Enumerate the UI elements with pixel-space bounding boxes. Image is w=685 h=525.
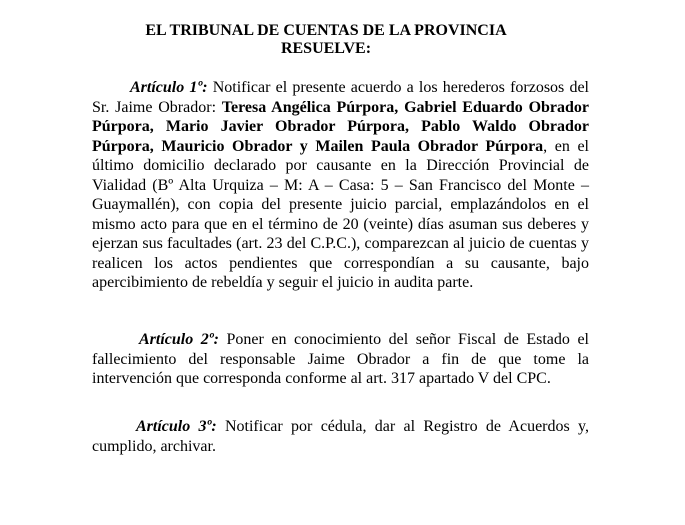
article-1-label: Artículo 1º: bbox=[130, 79, 208, 96]
article-3-label: Artículo 3º: bbox=[136, 418, 217, 435]
article-2-paragraph bbox=[92, 330, 589, 389]
article-1-text-body: , en el último domicilio declarado por causante en la Dirección Provincial de Vialidad (Bº Alta Urquiza – M: A – Casa: 5 – San Francisco del Monte – Guaymallén), con copia del presente juicio parcial, emplazándolos en el mismo acto para que en el término de 20 (veinte) días asuman sus deberes y ejerzan sus facultades (art. 23 del C.P.C.), comparezcan al juicio de cuentas y realicen los actos pendientes que correspondían a su causante, bajo apercibimiento de rebeldía y seguir el juicio in audita parte. bbox=[92, 137, 589, 291]
article-1-paragraph bbox=[92, 78, 589, 293]
article-3-text: Notificar por cédula, dar al Registro de Acuerdos y, cumplido, archivar. bbox=[92, 418, 589, 455]
article-1-heirs-names: Teresa Angélica Púrpora, Gabriel Eduardo Obrador Púrpora, Mario Javier Obrador Púrpora, Pablo Waldo Obrador Púrpora, Mauricio Obrador y Mailen Paula Obrador Púrpora bbox=[92, 98, 590, 155]
article-3-paragraph bbox=[92, 417, 589, 456]
article-1-text-intro: Notificar el presente acuerdo a los herederos forzosos del Sr. Jaime Obrador: bbox=[92, 79, 590, 116]
article-2-text: Poner en conocimiento del señor Fiscal de Estado el fallecimiento del responsable Jaime Obrador a fin de que tome la intervención que corresponda conforme al art. 317 apartado V del CPC. bbox=[92, 331, 590, 387]
article-2-label: Artículo 2º: bbox=[139, 331, 219, 348]
resolution-heading-line2: RESUELVE: bbox=[280, 40, 372, 57]
resolution-heading-line1: EL TRIBUNAL DE CUENTAS DE LA PROVINCIA bbox=[145, 22, 507, 39]
